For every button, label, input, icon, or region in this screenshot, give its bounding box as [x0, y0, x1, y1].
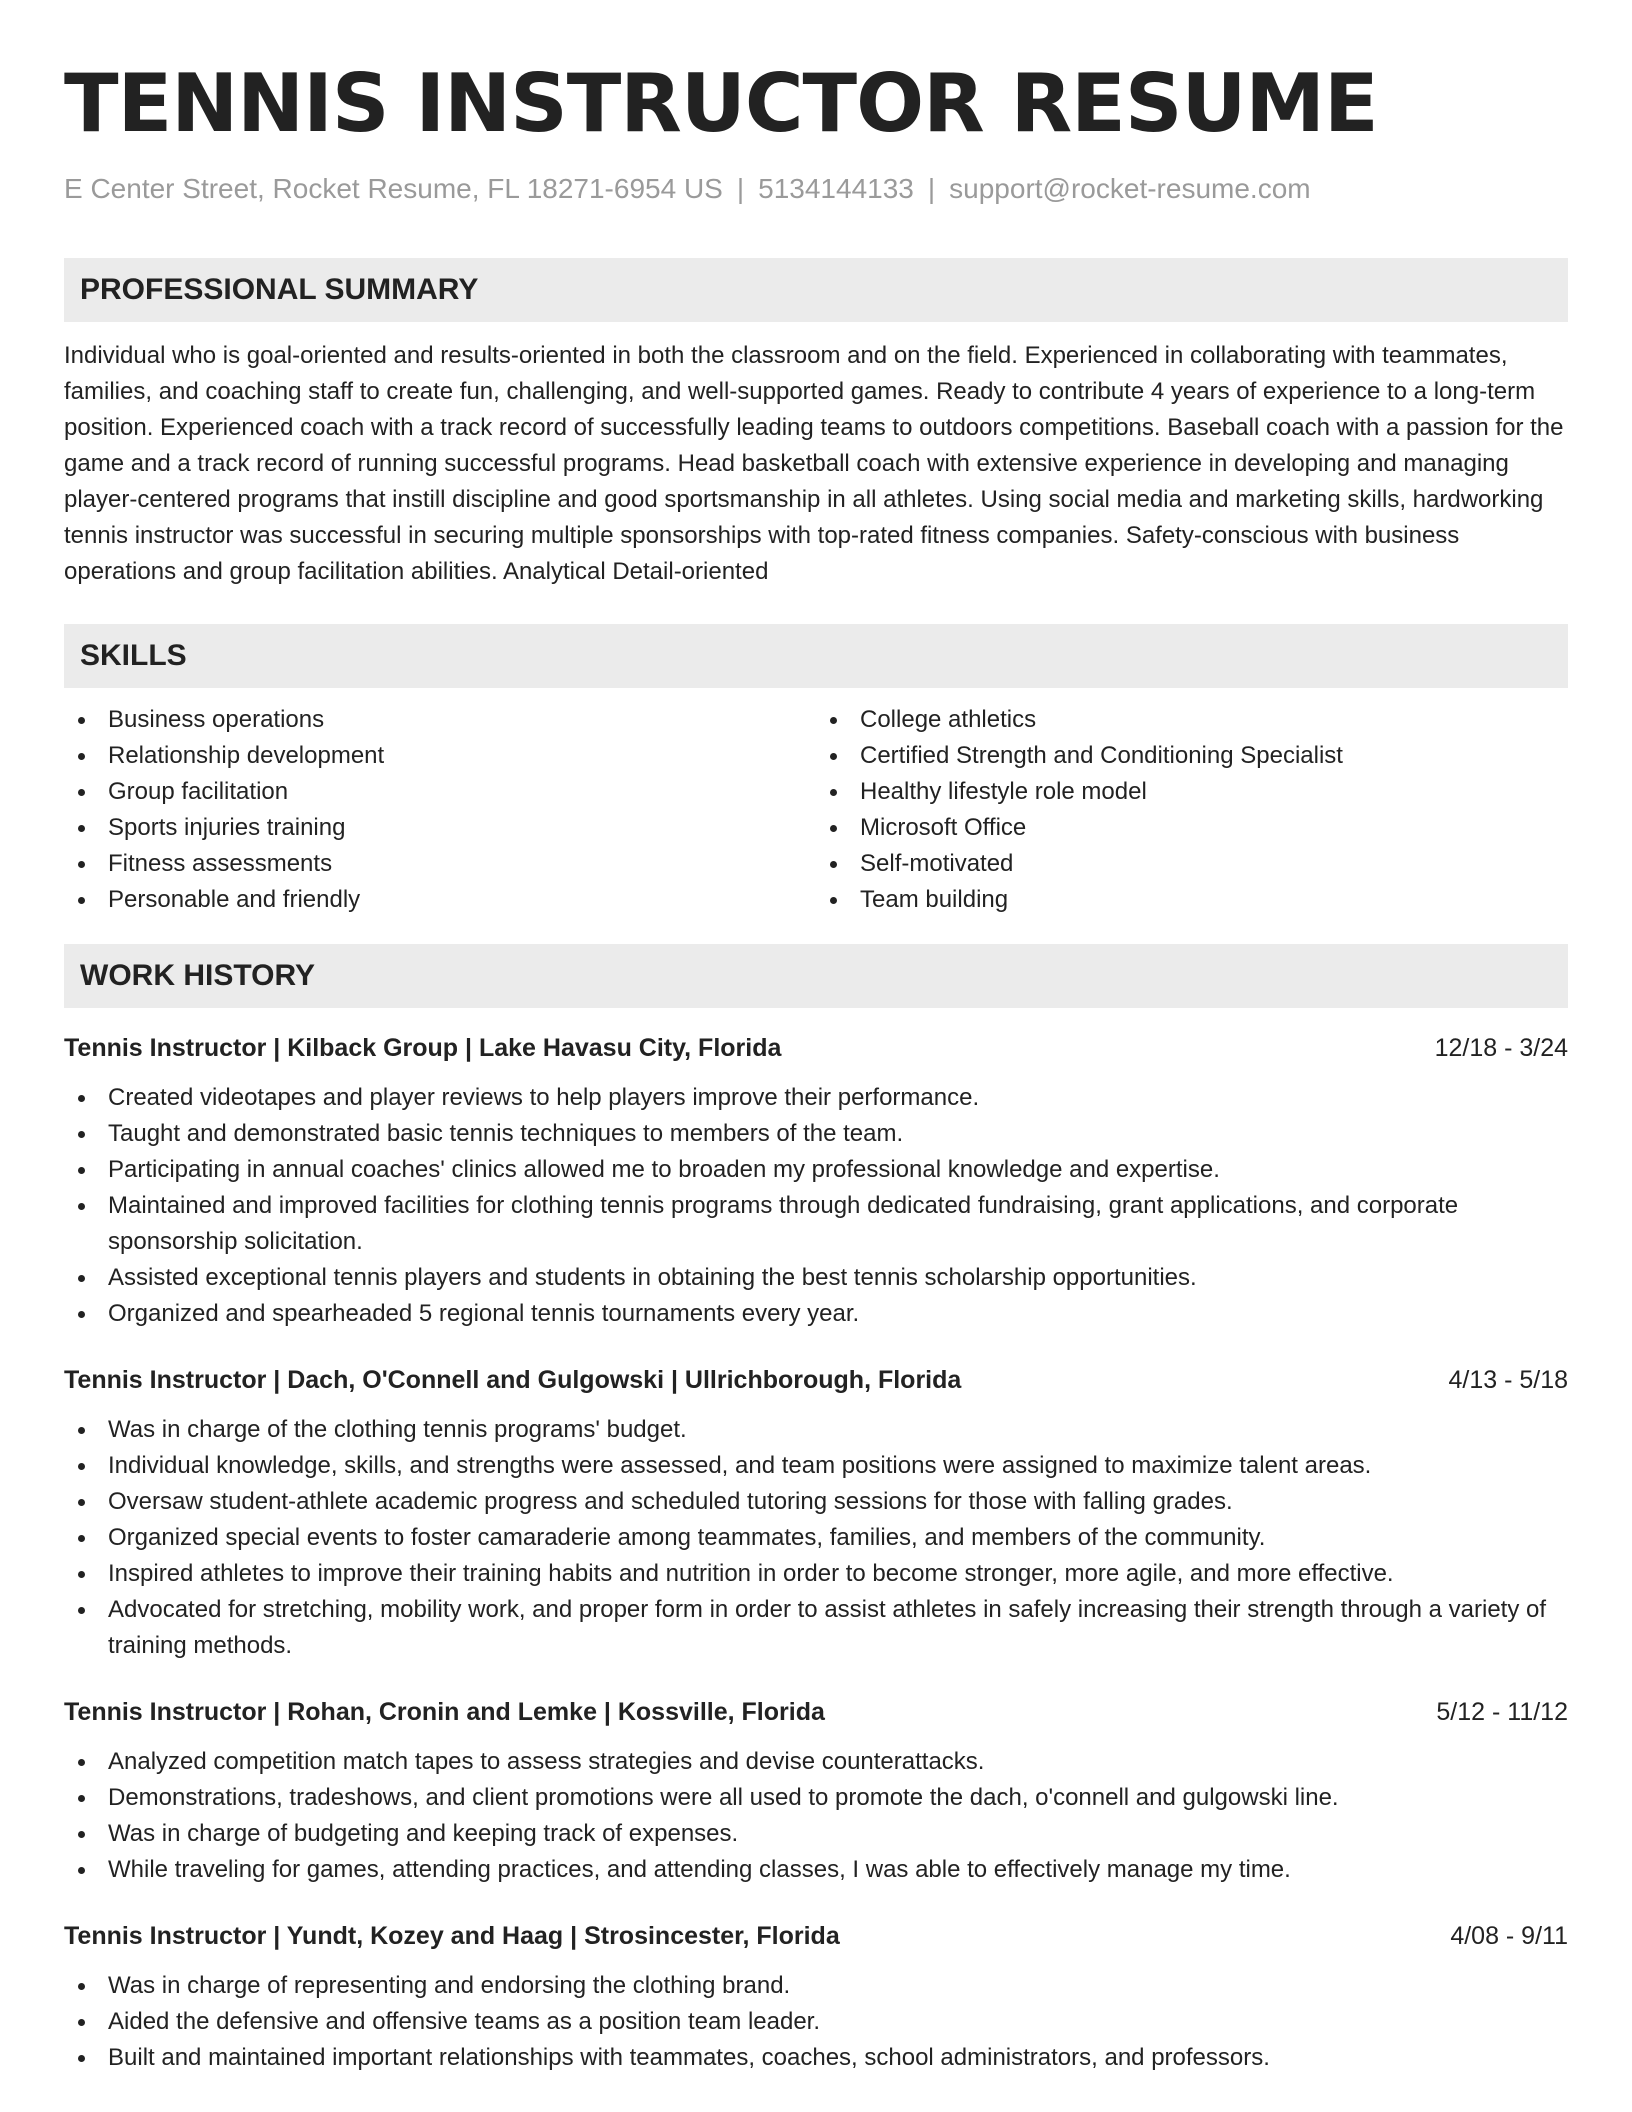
job-header	[64, 1362, 1568, 1398]
job-bullet: Oversaw student-athlete academic progress and scheduled tutoring sessions for those with falling grades.	[64, 1484, 1568, 1520]
job-dates: 4/08 - 9/11	[1450, 1922, 1568, 1950]
summary-text: Individual who is goal-oriented and results-oriented in both the classroom and on the field. Experienced in collaborating with teammates, families, and coaching staff to create fun, challenging, and well-supported games. Ready to contribute 4 years of experience to a long-term position. Experienced coach with a track record of successfully leading teams to outdoors competitions. Baseball coach with a passion for the game and a track record of running successful programs. Head basketball coach with extensive experience in developing and managing player-centered programs that instill discipline and good sportsmanship in all athletes. Using social media and marketing skills, hardworking tennis instructor was successful in securing multiple sponsorships with top-rated fitness companies. Safety-conscious with business operations and group facilitation abilities. Analytical Detail-oriented	[64, 342, 1564, 585]
job-bullet: While traveling for games, attending practices, and attending classes, I was able to effectively manage my time.	[64, 1852, 1568, 1888]
skills-column-left	[64, 702, 816, 918]
job-bullet: Demonstrations, tradeshows, and client promotions were all used to promote the dach, o'connell and gulgowski line.	[64, 1780, 1568, 1816]
contact-email: support@rocket-resume.com	[949, 173, 1311, 204]
job-dates: 12/18 - 3/24	[1434, 1034, 1568, 1062]
skill-item: Microsoft Office	[816, 810, 1568, 846]
job-bullet: Organized and spearheaded 5 regional tennis tournaments every year.	[64, 1296, 1568, 1332]
contact-line	[64, 172, 1568, 206]
skill-item: Business operations	[64, 702, 816, 738]
skill-item: Relationship development	[64, 738, 816, 774]
job-entry	[64, 1362, 1568, 1664]
job-bullet: Assisted exceptional tennis players and students in obtaining the best tennis scholarship opportunities.	[64, 1260, 1568, 1296]
job-bullet: Was in charge of budgeting and keeping track of expenses.	[64, 1816, 1568, 1852]
job-entry	[64, 1030, 1568, 1332]
job-bullet: Was in charge of the clothing tennis programs' budget.	[64, 1412, 1568, 1448]
job-bullets	[64, 1744, 1568, 1888]
job-title: Tennis Instructor | Kilback Group | Lake Havasu City, Florida	[64, 1034, 782, 1062]
job-bullet: Participating in annual coaches' clinics allowed me to broaden my professional knowledge and expertise.	[64, 1152, 1568, 1188]
job-bullet: Built and maintained important relationships with teammates, coaches, school administrators, and professors.	[64, 2040, 1568, 2076]
job-bullet: Aided the defensive and offensive teams as a position team leader.	[64, 2004, 1568, 2040]
job-entry	[64, 1694, 1568, 1888]
skill-item: Group facilitation	[64, 774, 816, 810]
skills-grid	[64, 702, 1568, 918]
job-bullet: Taught and demonstrated basic tennis techniques to members of the team.	[64, 1116, 1568, 1152]
job-title: Tennis Instructor | Yundt, Kozey and Haag | Strosincester, Florida	[64, 1922, 840, 1950]
skill-item: Certified Strength and Conditioning Specialist	[816, 738, 1568, 774]
job-entry	[64, 1918, 1568, 2076]
job-bullet: Analyzed competition match tapes to assess strategies and devise counterattacks.	[64, 1744, 1568, 1780]
contact-separator: |	[736, 173, 745, 204]
job-bullets	[64, 1080, 1568, 1332]
job-title: Tennis Instructor | Rohan, Cronin and Lemke | Kossville, Florida	[64, 1698, 825, 1726]
job-header	[64, 1030, 1568, 1066]
skill-item: Sports injuries training	[64, 810, 816, 846]
job-header	[64, 1918, 1568, 1954]
job-bullet: Created videotapes and player reviews to help players improve their performance.	[64, 1080, 1568, 1116]
job-bullet: Individual knowledge, skills, and strengths were assessed, and team positions were assigned to maximize talent areas.	[64, 1448, 1568, 1484]
job-bullets	[64, 1412, 1568, 1664]
contact-separator: |	[927, 173, 936, 204]
job-bullets	[64, 1968, 1568, 2076]
job-header	[64, 1694, 1568, 1730]
contact-address: E Center Street, Rocket Resume, FL 18271-6954 US	[64, 173, 723, 204]
job-bullet: Inspired athletes to improve their training habits and nutrition in order to become stronger, more agile, and more effective.	[64, 1556, 1568, 1592]
skill-item: Fitness assessments	[64, 846, 816, 882]
job-dates: 4/13 - 5/18	[1448, 1366, 1568, 1394]
skills-column-right	[816, 702, 1568, 918]
section-heading-work-history: WORK HISTORY	[64, 944, 1568, 1008]
job-title: Tennis Instructor | Dach, O'Connell and Gulgowski | Ullrichborough, Florida	[64, 1366, 962, 1394]
skill-item: Team building	[816, 882, 1568, 918]
skill-item: Self-motivated	[816, 846, 1568, 882]
section-heading-summary: PROFESSIONAL SUMMARY	[64, 258, 1568, 322]
section-heading-skills: SKILLS	[64, 624, 1568, 688]
job-dates: 5/12 - 11/12	[1436, 1698, 1568, 1726]
job-bullet: Organized special events to foster camaraderie among teammates, families, and members of the community.	[64, 1520, 1568, 1556]
resume-title: TENNIS INSTRUCTOR RESUME	[64, 57, 1378, 150]
skill-item: Personable and friendly	[64, 882, 816, 918]
skill-item: Healthy lifestyle role model	[816, 774, 1568, 810]
job-bullet: Maintained and improved facilities for clothing tennis programs through dedicated fundraising, grant applications, and corporate sponsorship solicitation.	[64, 1188, 1568, 1260]
job-bullet: Was in charge of representing and endorsing the clothing brand.	[64, 1968, 1568, 2004]
job-bullet: Advocated for stretching, mobility work, and proper form in order to assist athletes in safely increasing their strength through a variety of training methods.	[64, 1592, 1568, 1664]
contact-phone: 5134144133	[758, 173, 914, 204]
skill-item: College athletics	[816, 702, 1568, 738]
